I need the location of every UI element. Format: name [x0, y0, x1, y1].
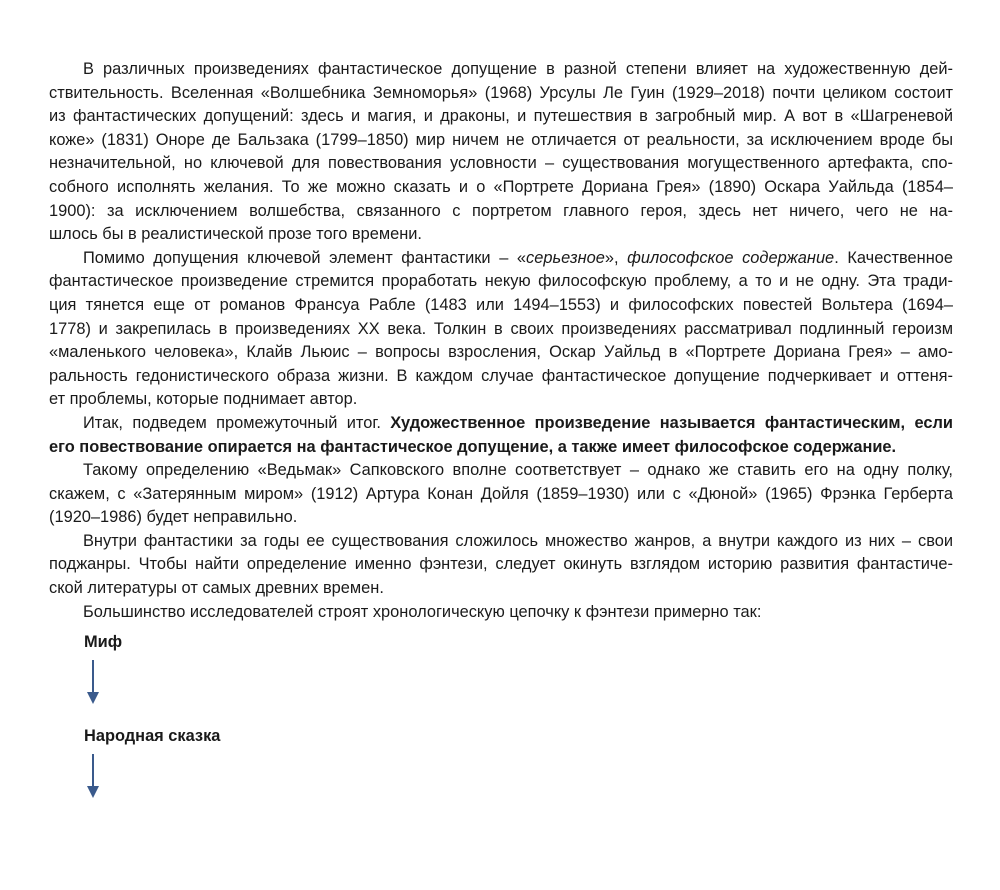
emphasis-serious: серьезное — [526, 248, 605, 267]
text-line: ствительность. Вселенная «Волшебника Земноморья» (1968) Урсулы Ле Гуин (1929–2018) почти целиком состоит — [49, 83, 953, 102]
paragraph-5 — [49, 530, 953, 601]
text-line: Такому определению «Ведьмак» Сапковского вполне соответствует – однако же ставить его на одну полку, — [83, 461, 953, 480]
text-line: «маленького человека», Клайв Льюис – вопросы взросления, Оскар Уайльд в «Портрете Дориана Грея» – амо- — [49, 343, 953, 362]
arrow-down-icon — [83, 658, 103, 708]
text-line: незначительной, но ключевой для повествования условности – существования могущественного артефакта, спо- — [49, 154, 953, 173]
body-text — [49, 58, 953, 624]
text-run: Итак, подведем промежуточный итог. — [83, 413, 381, 432]
paragraph-2 — [49, 247, 953, 412]
text-line: ской литературы от самых древних времен. — [49, 579, 384, 598]
text-line: ральность гедонистического образа жизни. В каждом случае фантастическое допущение подчеркивает и оттеня- — [49, 366, 953, 385]
text-line: Внутри фантастики за годы ее существования сложилось множество жанров, а внутри каждого из них – свои — [83, 531, 953, 550]
text-line: В различных произведениях фантастическое допущение в разной степени влияет на художественную дей- — [83, 60, 953, 78]
emphasis-philosophical: философское содержание — [627, 248, 835, 267]
text-line: ет проблемы, которые поднимает автор. — [49, 390, 358, 409]
definition-bold: Художественное произведение называется фантастическим, если — [390, 413, 953, 432]
text-line — [49, 247, 953, 271]
text-run: », — [604, 248, 628, 267]
paragraph-4 — [49, 459, 953, 530]
text-line — [49, 412, 953, 436]
text-line: Большинство исследователей строят хронологическую цепочку к фэнтези примерно так: — [83, 602, 762, 621]
arrow-down-icon — [83, 752, 103, 802]
text-line: ция тянется еще от романов Франсуа Рабле (1483 или 1494–1553) и философских повестей Вольтера (1694– — [49, 295, 953, 314]
text-line: скажем, с «Затерянным миром» (1912) Артура Конан Дойля (1859–1930) или с «Дюной» (1965) Фрэнка Герберта — [49, 484, 953, 503]
text-line: коже» (1831) Оноре де Бальзака (1799–1850) мир ничем не отличается от реальности, за исключением вроде бы — [49, 130, 953, 149]
text-line — [49, 436, 953, 460]
chain-item-folk-tale: Народная сказка — [84, 727, 221, 745]
text-line: 1778) и закрепилась в произведениях XX века. Толкин в своих произведениях рассматривал подлинный героизм — [49, 319, 953, 338]
paragraph-definition — [49, 412, 953, 459]
text-line: (1920–1986) будет неправильно. — [49, 508, 298, 527]
text-line: собного исполнять желания. То же можно сказать и о «Портрете Дориана Грея» (1890) Оскара Уайльда (1854– — [49, 177, 953, 196]
text-line: 1900): за исключением волшебства, связанного с портретом главного героя, здесь нет ничего, чего не на- — [49, 201, 953, 220]
document-page — [49, 58, 953, 624]
text-line: из фантастических допущений: здесь и магия, и драконы, и путешествия в загробный мир. А вот в «Шагреневой — [49, 107, 953, 126]
paragraph-6 — [49, 601, 953, 625]
text-run: Помимо допущения ключевой элемент фантастики – « — [83, 248, 527, 267]
text-line: шлось бы в реалистической прозе того времени. — [49, 225, 422, 244]
chain-item-myth: Миф — [84, 633, 123, 651]
text-line: фантастическое произведение стремится проработать некую философскую проблему, а то и не одну. Эта тради- — [49, 272, 953, 291]
text-run: . Качественное — [834, 248, 953, 267]
text-line: поджанры. Чтобы найти определение именно фэнтези, следует окинуть взглядом историю развития фантастиче- — [49, 555, 953, 574]
paragraph-1 — [49, 58, 953, 247]
definition-bold: его повествование опирается на фантастическое допущение, а также имеет философское содержание. — [49, 437, 897, 456]
